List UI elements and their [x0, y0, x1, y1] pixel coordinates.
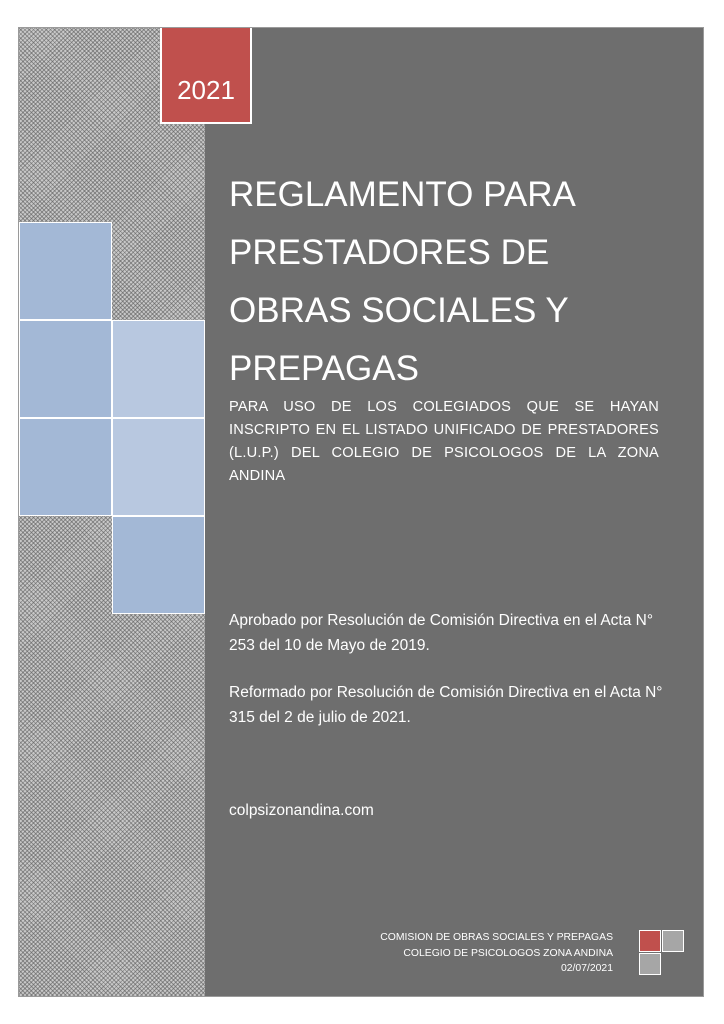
logo-cell-red [639, 930, 661, 952]
logo-cell-gray [662, 930, 684, 952]
title-line: OBRAS SOCIALES Y [229, 291, 569, 330]
logo-cell-gray [639, 953, 661, 975]
website-url: colpsizonandina.com [229, 802, 374, 819]
footer-commission: COMISION DE OBRAS SOCIALES Y PREPAGAS [380, 932, 613, 943]
document-title [229, 166, 669, 398]
decorative-tile [19, 418, 112, 516]
decorative-tile [112, 418, 205, 516]
approval-note: Aprobado por Resolución de Comisión Directiva en el Acta N° 253 del 10 de Mayo de 2019. [229, 612, 654, 654]
decorative-tile [112, 320, 205, 418]
year-badge [160, 28, 252, 124]
footer-info [380, 930, 613, 977]
title-line: PRESTADORES DE [229, 233, 550, 272]
year-label: 2021 [177, 75, 235, 105]
footer-college: COLEGIO DE PSICOLOGOS ZONA ANDINA [403, 947, 613, 959]
document-subtitle: PARA USO DE LOS COLEGIADOS QUE SE HAYAN INSCRIPTO EN EL LISTADO UNIFICADO DE PRESTADORES (L.U.P.) DEL COLEGIO DE PSICOLOGOS DE LA ZONA ANDINA [229, 399, 659, 484]
reform-note: Reformado por Resolución de Comisión Directiva en el Acta N° 315 del 2 de julio de 2021. [229, 684, 663, 726]
title-line: REGLAMENTO PARA [229, 175, 576, 214]
decorative-tile [19, 222, 112, 320]
title-line: PREPAGAS [229, 349, 419, 388]
logo-icon [639, 930, 685, 976]
decorative-tile [19, 320, 112, 418]
footer-date: 02/07/2021 [560, 963, 613, 974]
cover-page [18, 27, 704, 997]
decorative-tile [112, 516, 205, 614]
